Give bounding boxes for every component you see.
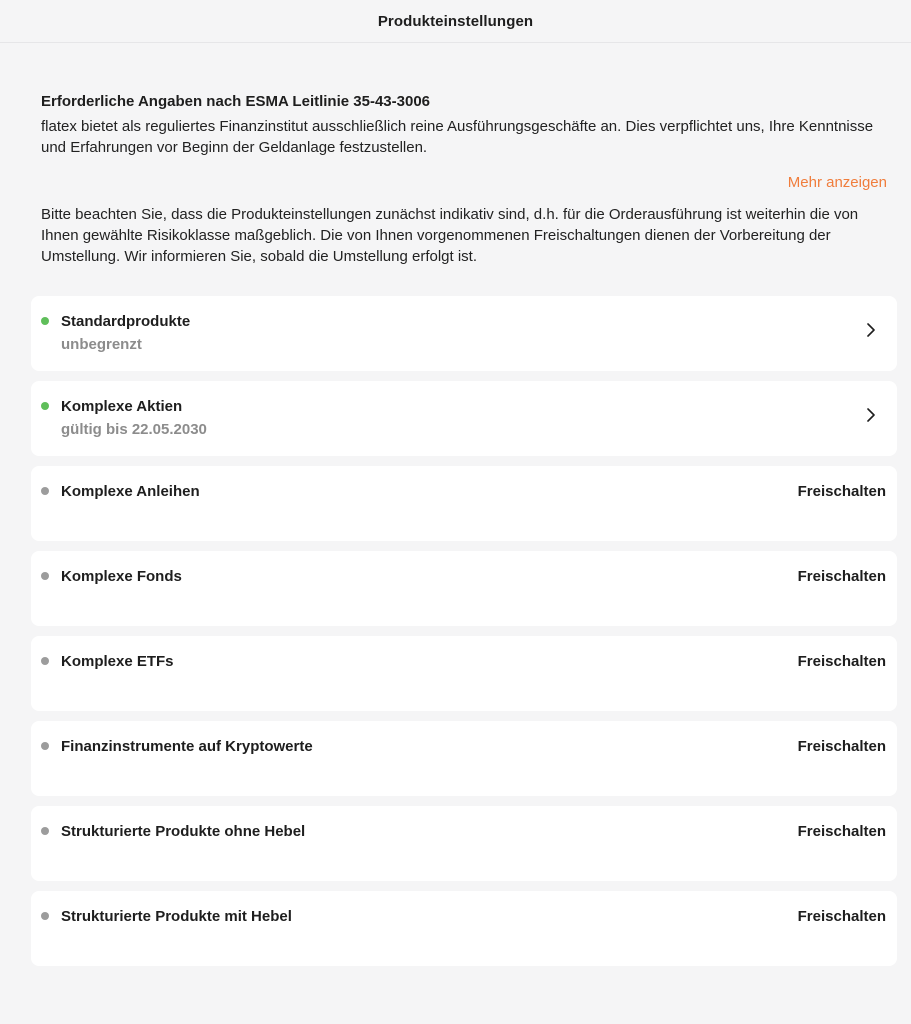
product-title: Komplexe Anleihen	[61, 483, 200, 500]
unlock-button[interactable]: Freischalten	[797, 823, 886, 840]
unlock-button[interactable]: Freischalten	[797, 483, 886, 500]
product-card-strukturiert-ohne-hebel	[31, 806, 897, 881]
product-title: Komplexe Fonds	[61, 568, 182, 585]
product-card-komplexe-fonds	[31, 551, 897, 626]
status-dot-inactive	[41, 827, 49, 835]
status-dot-inactive	[41, 742, 49, 750]
product-card-kryptowerte	[31, 721, 897, 796]
product-title: Standardprodukte	[61, 313, 191, 330]
product-title: Strukturierte Produkte ohne Hebel	[61, 823, 306, 840]
product-validity: gültig bis 22.05.2030	[61, 421, 207, 438]
indicative-notice: Bitte beachten Sie, dass die Produkteinstellungen zunächst indikativ sind, d.h. für die Orderausführung ist weiterhin die von Ihnen gewählte Risikoklasse maßgeblich. Die von Ihnen vorgenommenen Freischaltungen dienen der Vorbereitung der Umstellung. Wir informieren Sie, sobald die Umstellung erfolgt ist.	[41, 206, 859, 265]
show-more-link[interactable]: Mehr anzeigen	[787, 174, 887, 191]
status-dot-active	[41, 402, 49, 410]
product-card-komplexe-aktien[interactable]	[31, 381, 897, 456]
product-title: Komplexe ETFs	[61, 653, 174, 670]
esma-heading: Erforderliche Angaben nach ESMA Leitlinie 35-43-3006	[41, 93, 431, 110]
unlock-button[interactable]: Freischalten	[797, 653, 886, 670]
chevron-right-icon[interactable]	[867, 408, 875, 422]
product-title: Komplexe Aktien	[61, 398, 183, 415]
unlock-button[interactable]: Freischalten	[797, 738, 886, 755]
status-dot-inactive	[41, 912, 49, 920]
status-dot-inactive	[41, 572, 49, 580]
unlock-button[interactable]: Freischalten	[797, 568, 886, 585]
product-card-strukturiert-mit-hebel	[31, 891, 897, 966]
product-title: Finanzinstrumente auf Kryptowerte	[61, 738, 313, 755]
status-dot-inactive	[41, 487, 49, 495]
chevron-right-icon[interactable]	[867, 323, 875, 337]
top-bar	[0, 0, 911, 43]
product-card-komplexe-anleihen	[31, 466, 897, 541]
main-content	[0, 92, 911, 966]
product-card-komplexe-etfs	[31, 636, 897, 711]
page-title: Produkteinstellungen	[377, 12, 534, 30]
more-row	[31, 174, 897, 192]
product-title: Strukturierte Produkte mit Hebel	[61, 908, 292, 925]
unlock-button[interactable]: Freischalten	[797, 908, 886, 925]
esma-description: flatex bietet als reguliertes Finanzinstitut ausschließlich reine Ausführungsgeschäfte an. Dies verpflichtet uns, Ihre Kenntnisse und Erfahrungen vor Beginn der Geldanlage festzustellen.	[41, 118, 874, 156]
product-list	[31, 296, 897, 966]
status-dot-inactive	[41, 657, 49, 665]
product-validity: unbegrenzt	[61, 336, 142, 353]
status-dot-active	[41, 317, 49, 325]
product-card-standardprodukte[interactable]	[31, 296, 897, 371]
